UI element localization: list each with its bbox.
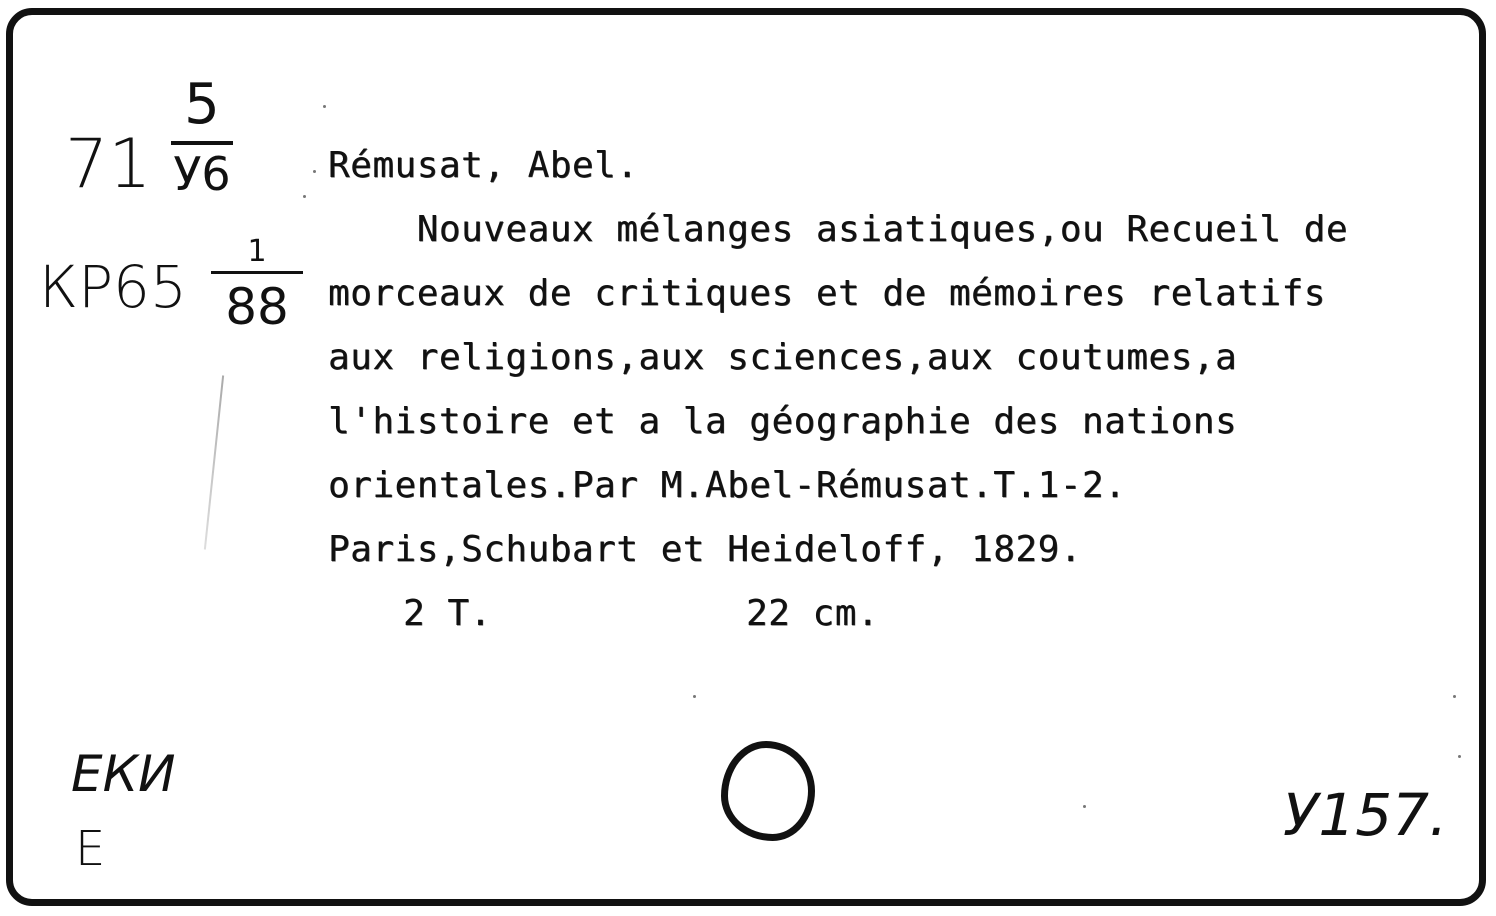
- speck: [1453, 695, 1456, 698]
- kp-numerator: 1: [247, 234, 267, 269]
- pencil-line: [204, 375, 224, 549]
- shelf-denominator: У6: [173, 147, 231, 201]
- title-line: Nouveaux mélanges asiatiques,ou Recueil de: [328, 209, 1348, 250]
- title-line: morceaux de critiques et de mémoires relatifs: [328, 273, 1326, 314]
- author-heading: Rémusat, Abel.: [328, 145, 639, 186]
- speck: [303, 195, 306, 198]
- catalog-card: [6, 8, 1486, 906]
- title-line: aux religions,aux sciences,aux coutumes,a: [328, 337, 1238, 378]
- shelf-numerator: 5: [184, 72, 220, 137]
- volumes: 2 T.: [403, 593, 492, 634]
- speck: [1083, 805, 1086, 808]
- speck: [323, 105, 326, 108]
- size: 22 cm.: [746, 593, 880, 634]
- speck: [1458, 755, 1461, 758]
- shelf-number: 71: [65, 125, 152, 204]
- kp-denominator: 88: [225, 278, 289, 336]
- speck: [313, 170, 316, 173]
- kp-number: КР65: [39, 253, 187, 321]
- fraction-bar: [171, 141, 233, 145]
- speck: [693, 695, 696, 698]
- eki-mark: ЕКИ: [71, 745, 176, 803]
- imprint-line: Paris,Schubart et Heideloff, 1829.: [328, 529, 1082, 570]
- shelf-fraction: [171, 72, 233, 201]
- inventory-mark: У157.: [1283, 781, 1448, 849]
- e-mark: Е: [75, 821, 106, 877]
- title-line: orientales.Par M.Abel-Rémusat.T.1-2.: [328, 465, 1127, 506]
- title-line: l'histoire et a la géographie des nations: [328, 401, 1238, 442]
- fraction-bar: [211, 271, 303, 274]
- punch-hole: [721, 741, 815, 841]
- kp-fraction: [211, 234, 303, 336]
